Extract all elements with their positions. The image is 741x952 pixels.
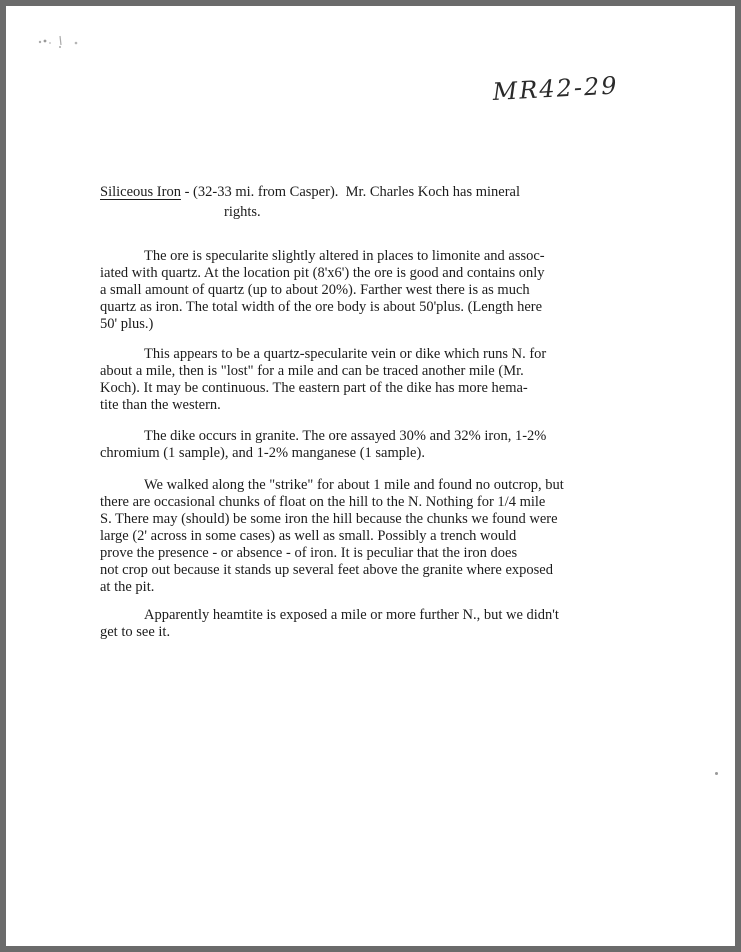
text-line: there are occasional chunks of float on the hill to the N. Nothing for 1/4 mile bbox=[100, 494, 546, 510]
text-line: iated with quartz. At the location pit (8'x6') the ore is good and contains only bbox=[100, 265, 545, 281]
text-line: prove the presence - or absence - of iron. It is peculiar that the iron does bbox=[100, 545, 518, 561]
heading-title: Siliceous Iron bbox=[100, 184, 181, 200]
text-line: large (2' across in some cases) as well as small. Possibly a trench would bbox=[100, 528, 517, 544]
text-line: This appears to be a quartz-specularite vein or dike which runs N. for bbox=[144, 346, 547, 362]
text-line: quartz as iron. The total width of the ore body is about 50'plus. (Length here bbox=[100, 299, 543, 315]
heading-text-line2: rights. bbox=[224, 204, 261, 220]
text-line: 50' plus.) bbox=[100, 316, 154, 332]
handwritten-document-id: MR42-29 bbox=[492, 71, 620, 106]
text-line: not crop out because it stands up several feet above the granite where exposed bbox=[100, 562, 553, 578]
text-line: S. There may (should) be some iron the hill because the chunks we found were bbox=[100, 511, 558, 527]
scan-speck bbox=[715, 772, 718, 775]
text-line: at the pit. bbox=[100, 579, 155, 595]
paragraph bbox=[100, 248, 690, 333]
scan-specks bbox=[36, 34, 86, 50]
paragraph bbox=[100, 477, 690, 596]
paragraph bbox=[100, 607, 690, 641]
text-line: Koch). It may be continuous. The eastern part of the dike has more hema- bbox=[100, 380, 528, 396]
heading bbox=[100, 182, 680, 220]
text-line: about a mile, then is "lost" for a mile and can be traced another mile (Mr. bbox=[100, 363, 524, 379]
text-line: Apparently heamtite is exposed a mile or more further N., but we didn't bbox=[144, 607, 559, 623]
heading-text: - (32-33 mi. from Casper). Mr. Charles Koch has mineral bbox=[180, 184, 521, 200]
text-line: We walked along the "strike" for about 1 mile and found no outcrop, but bbox=[144, 477, 564, 493]
text-line: The dike occurs in granite. The ore assayed 30% and 32% iron, 1-2% bbox=[144, 428, 547, 444]
paragraph bbox=[100, 346, 690, 414]
text-line: The ore is specularite slightly altered in places to limonite and assoc- bbox=[144, 248, 545, 264]
text-line: tite than the western. bbox=[100, 397, 221, 413]
document-page bbox=[6, 6, 735, 946]
text-line: a small amount of quartz (up to about 20%). Farther west there is as much bbox=[100, 282, 530, 298]
paragraph bbox=[100, 428, 690, 462]
text-line: get to see it. bbox=[100, 624, 171, 640]
text-line: chromium (1 sample), and 1-2% manganese (1 sample). bbox=[100, 445, 425, 461]
